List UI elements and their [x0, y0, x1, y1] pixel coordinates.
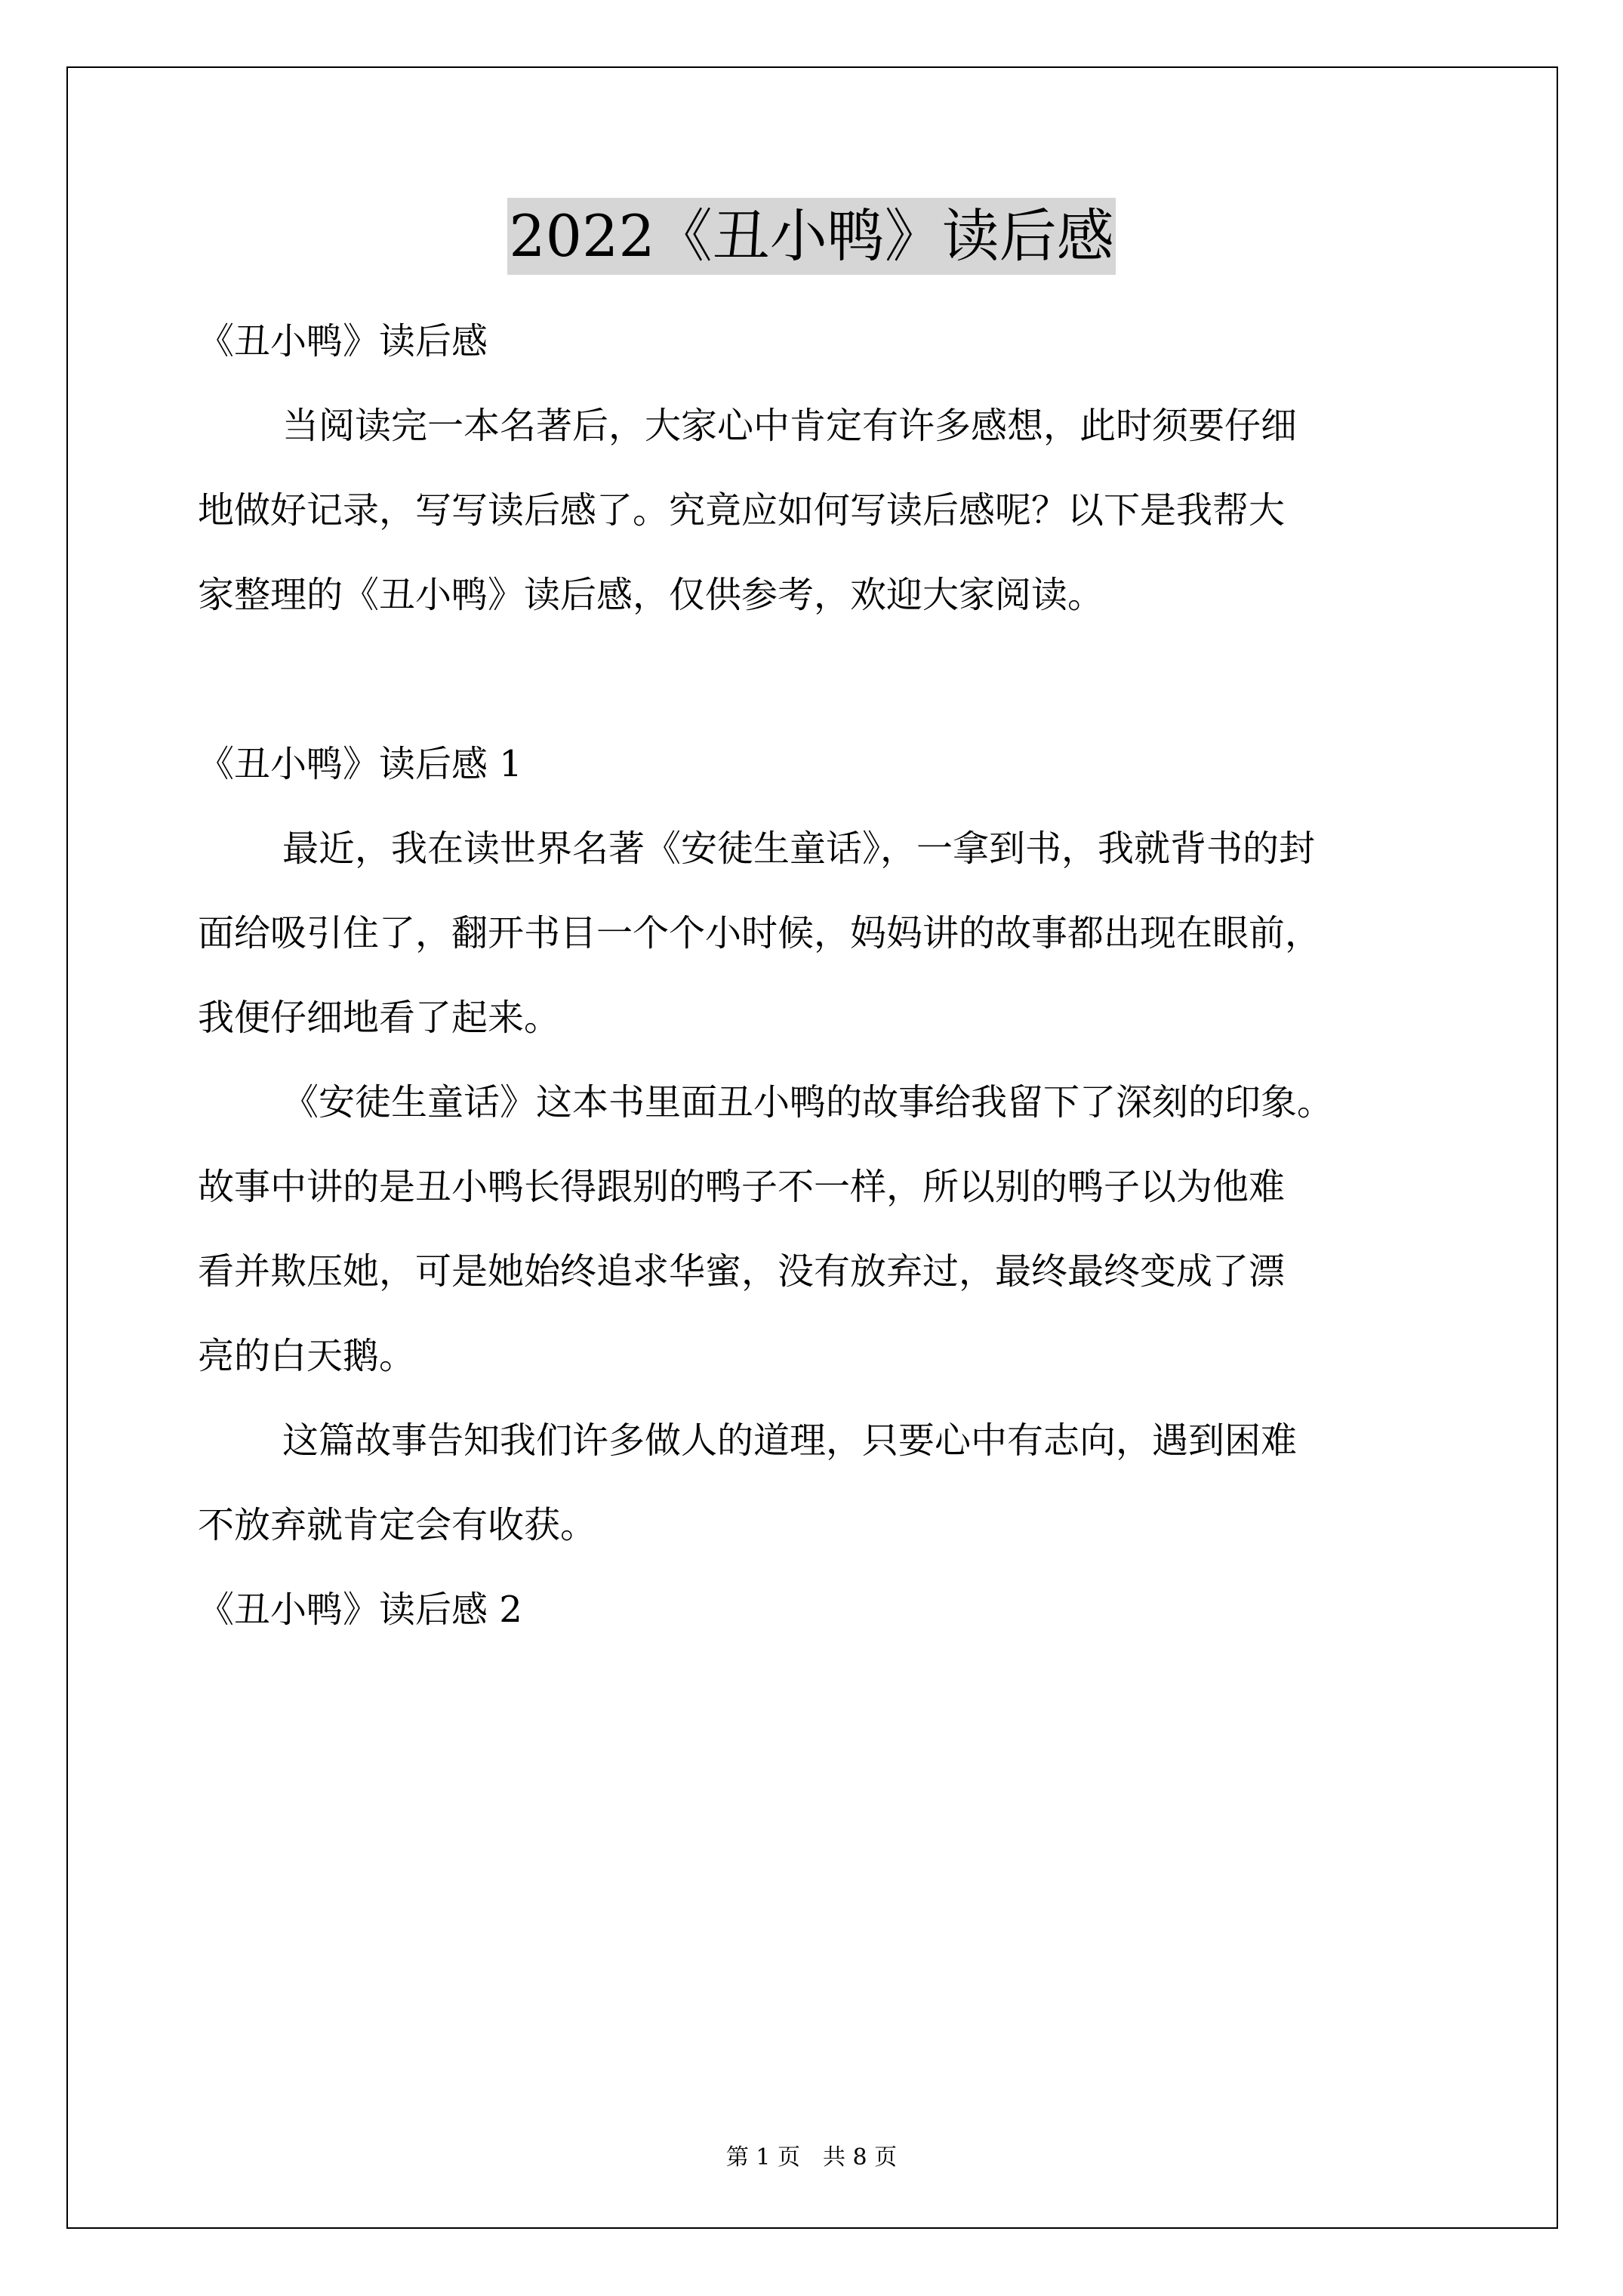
document-body: [198, 299, 1436, 1652]
document-title: 2022《丑小鸭》读后感: [507, 198, 1115, 275]
text-line: 看并欺压她，可是她始终追求华蜜，没有放弃过，最终最终变成了漂: [198, 1250, 1286, 1293]
page-footer: 第 1 页 共 8 页: [725, 2144, 898, 2171]
text-line: 《丑小鸭》读后感 2: [198, 1589, 522, 1631]
blank-line: [198, 637, 1436, 722]
text-line: 故事中讲的是丑小鸭长得跟别的鸭子不一样，所以别的鸭子以为他难: [198, 1166, 1286, 1208]
text-line: 面给吸引住了，翻开书目一个个小时候，妈妈讲的故事都出现在眼前，: [198, 912, 1322, 954]
title-container: [0, 198, 1623, 275]
text-line: 这篇故事告知我们许多做人的道理，只要心中有志向，遇到困难: [282, 1419, 1298, 1462]
text-line: 不放弃就肯定会有收获。: [198, 1504, 597, 1546]
text-line: 《丑小鸭》读后感 1: [198, 743, 522, 785]
text-line: 《丑小鸭》读后感: [198, 320, 488, 362]
text-line: 亮的白天鹅。: [198, 1335, 416, 1377]
text-line: 《安徒生童话》这本书里面丑小鸭的故事给我留下了深刻的印象。: [282, 1081, 1334, 1123]
text-line: 最近，我在读世界名著《安徒生童话》，一拿到书，我就背书的封: [282, 827, 1316, 870]
text-line: 家整理的《丑小鸭》读后感，仅供参考，欢迎大家阅读。: [198, 574, 1104, 616]
text-line: 当阅读完一本名著后，大家心中肯定有许多感想，此时须要仔细: [282, 405, 1298, 447]
text-line: 地做好记录，写写读后感了。究竟应如何写读后感呢？以下是我帮大: [198, 489, 1286, 532]
text-line: 我便仔细地看了起来。: [198, 997, 561, 1039]
